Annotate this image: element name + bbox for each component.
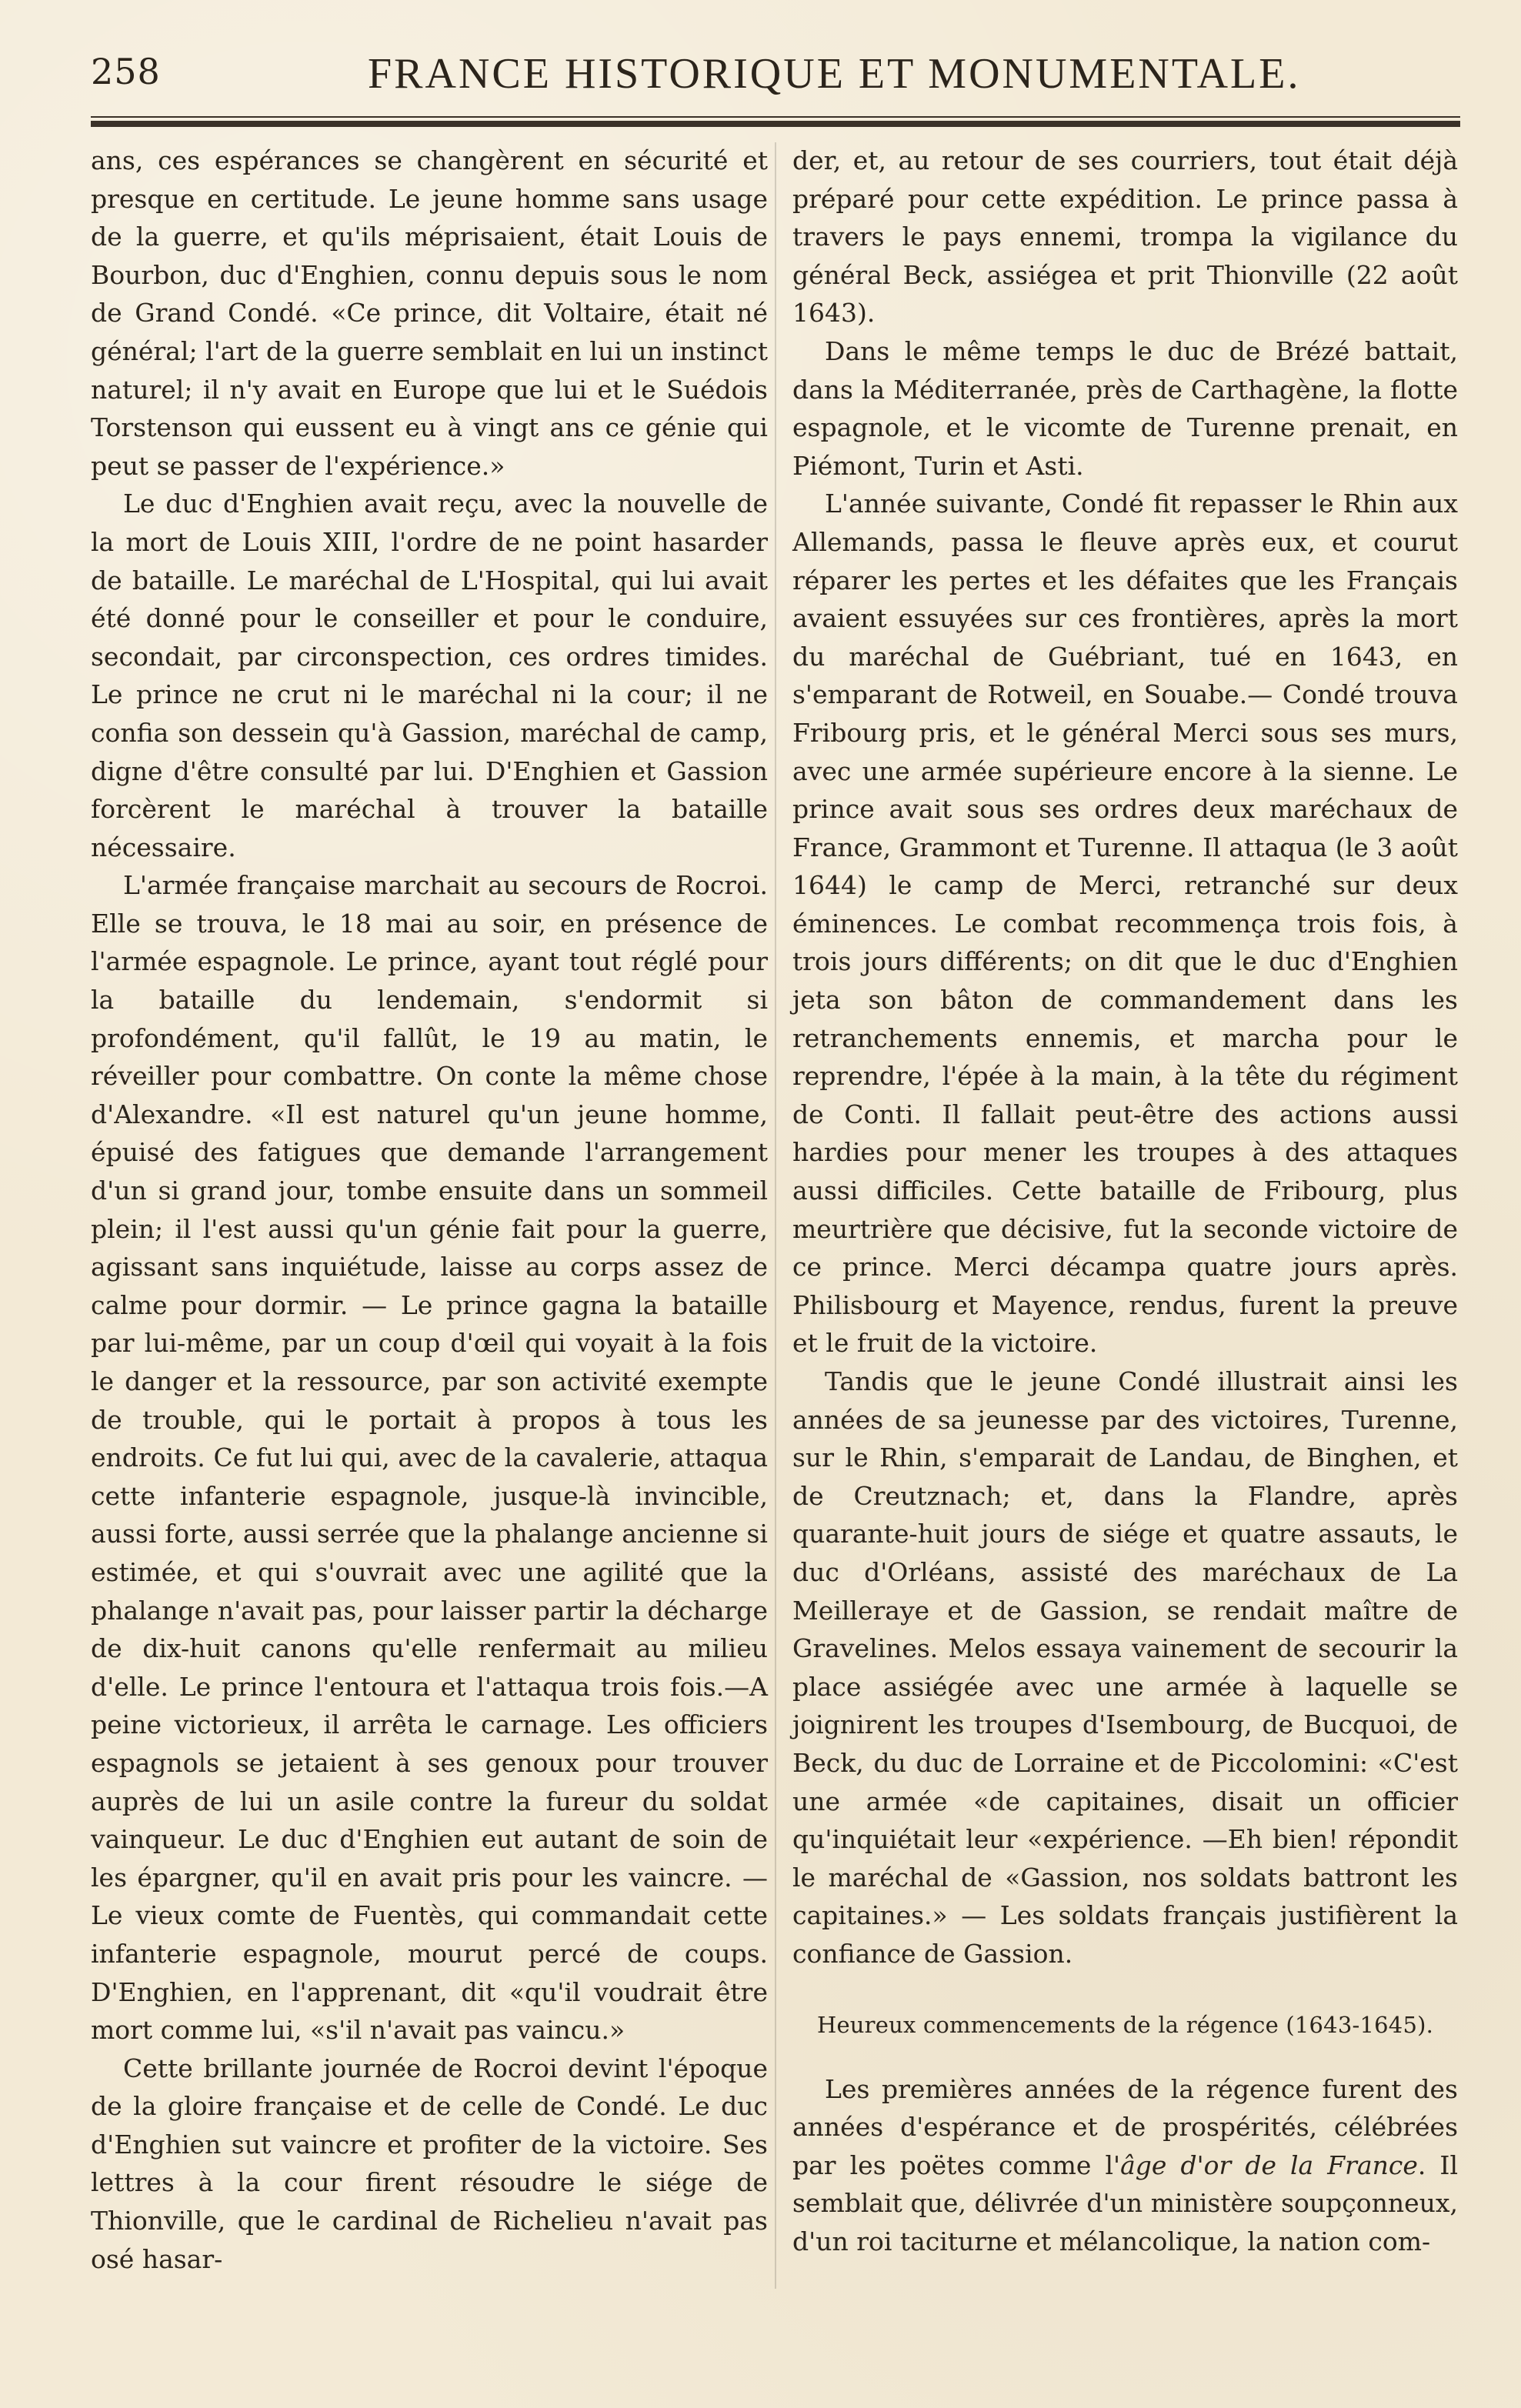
right-paragraph-5-italic: âge d'or de la France: [1120, 2150, 1418, 2180]
page-number: 258: [91, 51, 161, 92]
right-column: [792, 142, 1458, 2260]
page-header: [91, 45, 1460, 106]
section-subheading: Heureux commencements de la régence (1643-1645).: [816, 2011, 1434, 2038]
left-paragraph-2: Le duc d'Enghien avait reçu, avec la nouvelle de la mort de Louis XIII, l'ordre de ne point hasarder de bataille. Le maréchal de L'Hospital, qui lui avait été donné pour le conseiller et pour le conduire, secondait, par circonspection, ces ordres timides. Le prince ne crut ni le maréchal ni la cour; il ne confia son dessein qu'à Gassion, maréchal de camp, digne d'être consulté par lui. D'Enghien et Gassion forcèrent le maréchal à trouver la bataille nécessaire.: [91, 489, 768, 862]
column-divider: [775, 142, 776, 2289]
left-column: [91, 142, 768, 2278]
header-thick-rule: [91, 121, 1460, 127]
right-paragraph-5-after: . Il semblait que, délivrée d'un ministère soupçonneux, d'un roi taciturne et mélancolique, la nation com-: [792, 2150, 1459, 2256]
right-paragraph-2: Dans le même temps le duc de Brézé battait, dans la Méditerranée, près de Carthagène, la flotte espagnole, et le vicomte de Turenne prenait, en Piémont, Turin et Asti.: [792, 335, 1458, 481]
running-title: FRANCE HISTORIQUE ET MONUMENTALE.: [368, 50, 1301, 98]
left-paragraph-1: ans, ces espérances se changèrent en sécurité et presque en certitude. Le jeune homme sans usage de la guerre, et qu'ils méprisaient, était Louis de Bourbon, duc d'Enghien, connu depuis sous le nom de Grand Condé. «Ce prince, dit Voltaire, était né général; l'art de la guerre semblait en lui un instinct naturel; il n'y avait en Europe que lui et le Suédois Torstenson qui eussent eu à vingt ans ce génie qui peut se passer de l'expérience.»: [91, 145, 768, 481]
header-thin-rule: [91, 116, 1460, 118]
header-rule: [91, 116, 1460, 130]
left-paragraph-4: Cette brillante journée de Rocroi devint l'époque de la gloire française et de celle de Condé. Le duc d'Enghien sut vaincre et profiter de la victoire. Ses lettres à la cour firent résoudre le siége de Thionville, que le cardinal de Richelieu n'avait pas osé hasar-: [91, 2053, 768, 2274]
right-paragraph-4: Tandis que le jeune Condé illustrait ainsi les années de sa jeunesse par des victoires, Turenne, sur le Rhin, s'emparait de Landau, de Binghen, et de Creutznach; et, dans la Flandre, après quarante-huit jours de siége et quatre assauts, le duc d'Orléans, assisté des maréchaux de La Meilleraye et de Gassion, se rendait maître de Gravelines. Melos essaya vainement de secourir la place assiégée avec une armée à laquelle se joignirent les troupes d'Isembourg, de Bucquoi, de Beck, du duc de Lorraine et de Piccolomini: «C'est une armée «de capitaines, disait un officier qu'inquiétait leur «expérience. —Eh bien! répondit le maréchal de «Gassion, nos soldats battront les capitaines.» — Les soldats français justifièrent la confiance de Gassion.: [792, 1366, 1458, 1969]
right-paragraph-1: der, et, au retour de ses courriers, tout était déjà préparé pour cette expédition. Le prince passa à travers le pays ennemi, trompa la vigilance du général Beck, assiégea et prit Thionville (22 août 1643).: [792, 145, 1458, 329]
right-paragraph-5: [792, 2070, 1458, 2261]
left-paragraph-3: L'armée française marchait au secours de Rocroi. Elle se trouva, le 18 mai au soir, en présence de l'armée espagnole. Le prince, ayant tout réglé pour la bataille du lendemain, s'endormit si profondément, qu'il fallût, le 19 au matin, le réveiller pour combattre. On conte la même chose d'Alexandre. «Il est naturel qu'un jeune homme, épuisé des fatigues que demande l'arrangement d'un si grand jour, tombe ensuite dans un sommeil plein; il l'est aussi qu'un génie fait pour la guerre, agissant sans inquiétude, laisse au corps assez de calme pour dormir. — Le prince gagna la bataille par lui-même, par un coup d'œil qui voyait à la fois le danger et la ressource, par son activité exempte de trouble, qui le portait à propos à tous les endroits. Ce fut lui qui, avec de la cavalerie, attaqua cette infanterie espagnole, jusque-là invincible, aussi forte, aussi serrée que la phalange ancienne si estimée, et qui s'ouvrait avec une agilité que la phalange n'avait pas, pour laisser partir la décharge de dix-huit canons qu'elle renfermait au milieu d'elle. Le prince l'entoura et l'attaqua trois fois.—A peine victorieux, il arrêta le carnage. Les officiers espagnols se jetaient à ses genoux pour trouver auprès de lui un asile contre la fureur du soldat vainqueur. Le duc d'Enghien eut autant de soin de les épargner, qu'il en avait pris pour les vaincre. — Le vieux comte de Fuentès, qui commandait cette infanterie espagnole, mourut percé de coups. D'Enghien, en l'apprenant, dit «qu'il voudrait être mort comme lui, «s'il n'avait pas vaincu.»: [91, 870, 768, 2046]
right-paragraph-5-before: Les premières années de la régence furent des années d'espérance et de prospérités, célébrées par les poëtes comme l': [792, 2073, 1458, 2180]
right-paragraph-3: L'année suivante, Condé fit repasser le Rhin aux Allemands, passa le fleuve après eux, et courut réparer les pertes et les défaites que les Français avaient essuyées sur ces frontières, après la mort du maréchal de Guébriant, tué en 1643, en s'emparant de Rotweil, en Souabe.— Condé trouva Fribourg pris, et le général Merci sous ses murs, avec une armée supérieure encore à la sienne. Le prince avait sous ses ordres deux maréchaux de France, Grammont et Turenne. Il attaqua (le 3 août 1644) le camp de Merci, retranché sur deux éminences. Le combat recommença trois fois, à trois jours différents; on dit que le duc d'Enghien jeta son bâton de commandement dans les retranchements ennemis, et marcha pour le reprendre, l'épée à la main, à la tête du régiment de Conti. Il fallait peut-être des actions aussi hardies pour mener les troupes à des attaques aussi difficiles. Cette bataille de Fribourg, plus meurtrière que décisive, fut la seconde victoire de ce prince. Merci décampa quatre jours après. Philisbourg et Mayence, rendus, furent la preuve et le fruit de la victoire.: [792, 489, 1458, 1359]
